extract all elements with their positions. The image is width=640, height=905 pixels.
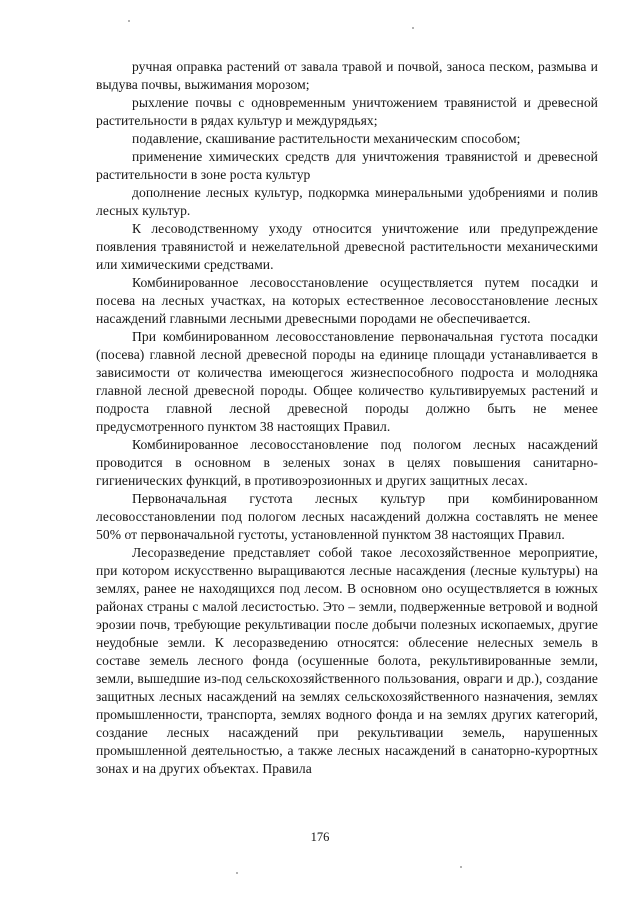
paragraph-under-canopy: Комбинированное лесовосстановление под пологом лесных насаждений проводится в основном в зеленых зонах в целях повышения санитарно-гигиенических функций, в противоэрозионных и других защитных лесах. bbox=[96, 437, 598, 488]
paragraph-supplementing-cultures: дополнение лесных культур, подкормка минеральными удобрениями и полив лесных культур. bbox=[96, 185, 598, 218]
paragraph-afforestation: Лесоразведение представляет собой такое лесохозяйственное мероприятие, при котором искусственно выращиваются лесные насаждения (лесные культуры) на землях, ранее не находящихся под лесом. В основном оно осуществляется в южных районах страны с малой лесистостью. Это – земли, подверженные ветровой и водной эрозии почв, требующие рекультивации после добычи полезных ископаемых, другие неудобные земли. К лесоразведению относятся: облесение нелесных земель в составе земель лесного фонда (осушенные болота, рекультивированные земли, земли, вышедшие из-под сельскохозяйственного пользования, овраги и др.), создание защитных лесных насаждений на землях сельскохозяйственного назначения, землях промышленности, транспорта, землях водного фонда и на землях других категорий, создание лесных насаждений при рекультивации земель, нарушенных промышленной деятельностью, а также лесных насаждений в санаторно-курортных зонах и на других объектах. Правила bbox=[96, 545, 598, 776]
paragraph-initial-density: При комбинированном лесовосстановление первоначальная густота посадки (посева) главной лесной древесной породы на единице площади устанавливается в зависимости от количества имеющегося жизнеспособного подроста и молодняка главной лесной древесной породы. Общее количество культивируемых растений и подроста главной лесной древесной породы должно быть не менее предусмотренного пунктом 38 настоящих Правил. bbox=[96, 329, 598, 434]
paragraph-silvicultural-care: К лесоводственному уходу относится уничтожение или предупреждение появления травянистой и нежелательной древесной растительности механическими или химическими средствами. bbox=[96, 221, 598, 272]
scan-speck bbox=[460, 866, 462, 868]
paragraph-mechanical-suppression: подавление, скашивание растительности механическим способом; bbox=[132, 131, 521, 146]
scan-speck bbox=[236, 872, 238, 874]
scan-speck bbox=[128, 20, 130, 22]
page-number: 176 bbox=[310, 830, 330, 844]
paragraph-density-50-percent: Первоначальная густота лесных культур при комбинированном лесовосстановлении под пологом лесных насаждений должна составлять не менее 50% от первоначальной густоты, установленной пунктом 38 настоящих Правил. bbox=[96, 491, 598, 542]
paragraph-combined-reforestation: Комбинированное лесовосстановление осуществляется путем посадки и посева на лесных участках, на которых естественное лесовосстановление лесных насаждений главными лесными древесными породами не обеспечивается. bbox=[96, 275, 598, 326]
paragraph-plant-straightening: ручная оправка растений от завала травой и почвой, заноса песком, размыва и выдува почвы, выжимания морозом; bbox=[96, 59, 598, 92]
paragraph-chemical-means: применение химических средств для уничтожения травянистой и древесной растительности в зоне роста культур bbox=[96, 149, 598, 182]
paragraph-soil-loosening: рыхление почвы с одновременным уничтожением травянистой и древесной растительности в рядах культур и междурядьях; bbox=[96, 95, 598, 128]
document-body bbox=[96, 58, 598, 778]
scan-speck bbox=[412, 27, 414, 29]
